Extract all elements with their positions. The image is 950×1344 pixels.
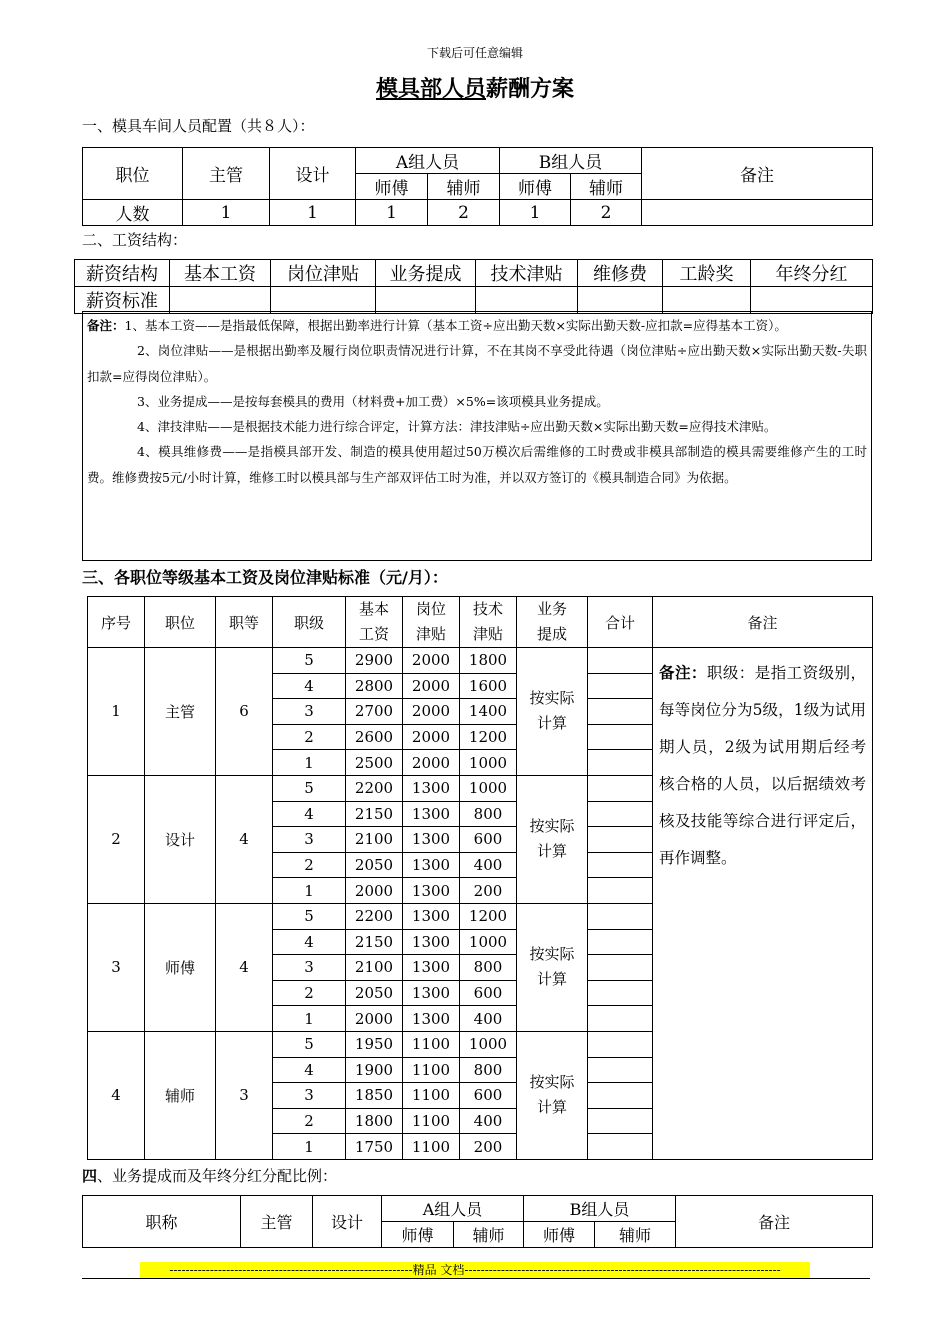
total-cell <box>588 1031 653 1057</box>
total-cell <box>588 724 653 750</box>
total-cell <box>588 827 653 853</box>
footer-banner <box>140 1262 810 1278</box>
header-a-master: 师傅 <box>356 174 428 200</box>
total-cell <box>588 852 653 878</box>
base-salary-cell: 2500 <box>346 750 403 776</box>
footer-dashes-left: ------------------------------------------------------------ <box>169 1263 413 1277</box>
header-design: 设计 <box>270 148 356 200</box>
total-cell <box>588 929 653 955</box>
count-cell: 1 <box>270 200 356 226</box>
base-salary-cell: 2050 <box>346 980 403 1006</box>
tech-allowance-cell: 400 <box>460 1006 517 1032</box>
level-cell: 4 <box>273 929 346 955</box>
salary-structure-table <box>74 259 873 314</box>
group-position: 设计 <box>145 775 216 903</box>
group-rank: 3 <box>216 1031 273 1159</box>
post-allowance-cell: 1300 <box>403 801 460 827</box>
total-cell <box>588 1108 653 1134</box>
note-1-text: 1、基本工资——是指最低保障，根据出勤率进行计算（基本工资÷应出勤天数×实际出勤天数-应扣款=应得基本工资）。 <box>124 318 787 333</box>
business-commission-cell <box>517 648 588 776</box>
base-salary-cell: 1950 <box>346 1031 403 1057</box>
count-cell: 2 <box>428 200 500 226</box>
header-supervisor: 主管 <box>241 1196 313 1248</box>
base-salary-cell: 2000 <box>346 1006 403 1032</box>
tech-allowance-cell: 1000 <box>460 750 517 776</box>
total-cell <box>588 1057 653 1083</box>
header-level: 职级 <box>273 597 346 648</box>
total-cell <box>588 750 653 776</box>
post-allowance-cell: 1300 <box>403 929 460 955</box>
standard-cell <box>578 287 663 314</box>
post-allowance-cell: 1300 <box>403 903 460 929</box>
base-salary-cell: 2100 <box>346 827 403 853</box>
level-cell: 3 <box>273 955 346 981</box>
header-tech <box>460 597 517 648</box>
header-biz-2: 提成 <box>536 625 567 643</box>
title-rest: 薪酬方案 <box>486 76 575 102</box>
group-rank: 4 <box>216 775 273 903</box>
structure-header: 维修费 <box>578 260 663 287</box>
header-title: 职称 <box>83 1196 241 1248</box>
tech-allowance-cell: 800 <box>460 955 517 981</box>
total-cell <box>588 1083 653 1109</box>
group-rank: 6 <box>216 648 273 776</box>
bonus-table <box>82 1195 873 1248</box>
total-cell <box>588 801 653 827</box>
base-salary-cell: 2900 <box>346 648 403 674</box>
group-position: 师傅 <box>145 903 216 1031</box>
row-label: 人数 <box>83 200 183 226</box>
base-salary-cell: 2000 <box>346 878 403 904</box>
page-title <box>0 72 950 103</box>
level-cell: 2 <box>273 980 346 1006</box>
level-cell: 1 <box>273 878 346 904</box>
level-cell: 4 <box>273 1057 346 1083</box>
standard-cell <box>170 287 271 314</box>
note-3: 3、业务提成——是按每套模具的费用（材料费+加工费）×5%=该项模具业务提成。 <box>137 393 609 409</box>
remark-text: 职级：是指工资级别，每等岗位分为5级，1级为试用期人员，2级为试用期后经考核合格的人员，以后据绩效考核及技能等综合进行评定后，再作调整。 <box>659 664 866 867</box>
remark-cell <box>642 200 873 226</box>
base-salary-cell: 2200 <box>346 903 403 929</box>
base-salary-cell: 2100 <box>346 955 403 981</box>
header-group-b: B组人员 <box>524 1196 676 1222</box>
header-a-master: 师傅 <box>382 1222 454 1248</box>
tech-allowance-cell: 800 <box>460 1057 517 1083</box>
header-position: 职位 <box>83 148 183 200</box>
post-allowance-cell: 1300 <box>403 852 460 878</box>
note-5: 4、模具维修费——是指模具部开发、制造的模具使用超过50万模次后需维修的工时费或非模具部制造的模具需要维修产生的工时费。维修费按5元/小时计算，维修工时以模具部与生产部双评估工时为准，并以双方签订的《模具制造合同》为依据。 <box>87 444 867 485</box>
group-position: 辅师 <box>145 1031 216 1159</box>
header-no: 序号 <box>88 597 145 648</box>
header-supervisor: 主管 <box>183 148 270 200</box>
total-cell <box>588 1134 653 1160</box>
notes-label: 备注： <box>87 318 125 333</box>
standard-cell <box>751 287 873 314</box>
count-cell: 2 <box>571 200 642 226</box>
count-cell: 1 <box>183 200 270 226</box>
level-cell: 1 <box>273 1134 346 1160</box>
calc-line-1: 按实际 <box>529 689 575 708</box>
footer-line <box>82 1278 870 1279</box>
tech-allowance-cell: 800 <box>460 801 517 827</box>
grade-row <box>88 648 873 674</box>
structure-header: 工龄奖 <box>663 260 751 287</box>
header-a-assistant: 辅师 <box>428 174 500 200</box>
standard-cell <box>271 287 376 314</box>
tech-allowance-cell: 1000 <box>460 929 517 955</box>
post-allowance-cell: 1300 <box>403 955 460 981</box>
base-salary-cell: 1750 <box>346 1134 403 1160</box>
header-post-2: 津贴 <box>415 625 446 643</box>
post-allowance-cell: 2000 <box>403 750 460 776</box>
level-cell: 4 <box>273 673 346 699</box>
tech-allowance-cell: 600 <box>460 980 517 1006</box>
level-cell: 5 <box>273 648 346 674</box>
header-rank: 职等 <box>216 597 273 648</box>
tech-allowance-cell: 1000 <box>460 1031 517 1057</box>
level-cell: 1 <box>273 750 346 776</box>
header-position: 职位 <box>145 597 216 648</box>
header-group-a: A组人员 <box>356 148 500 174</box>
structure-header: 技术津贴 <box>476 260 578 287</box>
total-cell <box>588 980 653 1006</box>
post-allowance-cell: 1100 <box>403 1057 460 1083</box>
calc-line-1: 按实际 <box>529 1073 575 1092</box>
header-biz <box>517 597 588 648</box>
post-allowance-cell: 2000 <box>403 699 460 725</box>
header-a-assistant: 辅师 <box>454 1222 524 1248</box>
base-salary-cell: 2700 <box>346 699 403 725</box>
note-2: 2、岗位津贴——是根据出勤率及履行岗位职责情况进行计算，不在其岗不享受此待遇（岗位津贴÷应出勤天数×实际出勤天数-失职扣款=应得岗位津贴）。 <box>87 343 867 384</box>
total-cell <box>588 699 653 725</box>
tech-allowance-cell: 1400 <box>460 699 517 725</box>
calc-line-1: 按实际 <box>529 945 575 964</box>
section4-title: 、业务提成而及年终分红分配比例： <box>97 1167 338 1185</box>
header-remark: 备注 <box>653 597 873 648</box>
business-commission-cell <box>517 775 588 903</box>
footer-text: 精品 文档 <box>412 1263 465 1277</box>
structure-header: 岗位津贴 <box>271 260 376 287</box>
level-cell: 2 <box>273 724 346 750</box>
post-allowance-cell: 1100 <box>403 1108 460 1134</box>
total-cell <box>588 903 653 929</box>
calc-line-2: 计算 <box>536 714 567 733</box>
header-b-master: 师傅 <box>500 174 571 200</box>
note-4: 4、津技津贴——是根据技术能力进行综合评定，计算方法：津技津贴÷应出勤天数×实际出勤天数=应得技术津贴。 <box>137 419 777 435</box>
standard-label: 薪资标准 <box>75 287 170 314</box>
header-post <box>403 597 460 648</box>
count-cell: 1 <box>500 200 571 226</box>
header-remark: 备注 <box>642 148 873 200</box>
calc-line-2: 计算 <box>536 970 567 989</box>
group-position: 主管 <box>145 648 216 776</box>
base-salary-cell: 2200 <box>346 775 403 801</box>
tech-allowance-cell: 1200 <box>460 724 517 750</box>
header-b-master: 师傅 <box>524 1222 595 1248</box>
level-cell: 2 <box>273 1108 346 1134</box>
post-allowance-cell: 1300 <box>403 878 460 904</box>
tech-allowance-cell: 1000 <box>460 775 517 801</box>
total-cell <box>588 673 653 699</box>
tech-allowance-cell: 1600 <box>460 673 517 699</box>
remark-label: 备注： <box>659 663 707 682</box>
total-cell <box>588 955 653 981</box>
top-note: 下载后可任意编辑 <box>426 46 523 60</box>
total-cell <box>588 1006 653 1032</box>
level-cell: 5 <box>273 903 346 929</box>
post-allowance-cell: 1300 <box>403 827 460 853</box>
post-allowance-cell: 1100 <box>403 1031 460 1057</box>
base-salary-cell: 2150 <box>346 929 403 955</box>
calc-line-2: 计算 <box>536 1098 567 1117</box>
level-cell: 3 <box>273 827 346 853</box>
level-cell: 5 <box>273 775 346 801</box>
title-underlined: 模具部人员 <box>375 76 486 102</box>
header-group-a: A组人员 <box>382 1196 524 1222</box>
post-allowance-cell: 1100 <box>403 1134 460 1160</box>
structure-header: 薪资结构 <box>75 260 170 287</box>
header-design: 设计 <box>313 1196 382 1248</box>
header-biz-1: 业务 <box>536 600 567 618</box>
staffing-table <box>82 147 873 226</box>
grade-table <box>87 596 873 1160</box>
section2-heading: 二、工资结构： <box>82 231 188 249</box>
business-commission-cell <box>517 903 588 1031</box>
tech-allowance-cell: 200 <box>460 878 517 904</box>
post-allowance-cell: 1300 <box>403 775 460 801</box>
post-allowance-cell: 2000 <box>403 724 460 750</box>
header-tech-1: 技术 <box>472 600 503 618</box>
base-salary-cell: 2150 <box>346 801 403 827</box>
base-salary-cell: 2050 <box>346 852 403 878</box>
structure-notes <box>82 311 872 561</box>
total-cell <box>588 775 653 801</box>
calc-line-2: 计算 <box>536 842 567 861</box>
tech-allowance-cell: 600 <box>460 827 517 853</box>
structure-header: 业务提成 <box>376 260 476 287</box>
standard-cell <box>376 287 476 314</box>
section1-heading: 一、模具车间人员配置（共８人）： <box>82 117 315 135</box>
group-no: 1 <box>88 648 145 776</box>
post-allowance-cell: 1100 <box>403 1083 460 1109</box>
header-base <box>346 597 403 648</box>
group-no: 4 <box>88 1031 145 1159</box>
note-1 <box>87 313 867 338</box>
level-cell: 5 <box>273 1031 346 1057</box>
post-allowance-cell: 2000 <box>403 648 460 674</box>
header-tech-2: 津贴 <box>472 625 503 643</box>
section4-heading <box>82 1165 337 1186</box>
group-rank: 4 <box>216 903 273 1031</box>
group-no: 2 <box>88 775 145 903</box>
base-salary-cell: 1800 <box>346 1108 403 1134</box>
base-salary-cell: 1850 <box>346 1083 403 1109</box>
header-b-assistant: 辅师 <box>571 174 642 200</box>
base-salary-cell: 2600 <box>346 724 403 750</box>
level-cell: 3 <box>273 1083 346 1109</box>
standard-cell <box>663 287 751 314</box>
count-cell: 1 <box>356 200 428 226</box>
level-cell: 1 <box>273 1006 346 1032</box>
business-commission-cell <box>517 1031 588 1159</box>
total-cell <box>588 648 653 674</box>
header-group-b: B组人员 <box>500 148 642 174</box>
base-salary-cell: 2800 <box>346 673 403 699</box>
header-post-1: 岗位 <box>415 600 446 618</box>
tech-allowance-cell: 400 <box>460 852 517 878</box>
header-base-1: 基本 <box>358 600 389 618</box>
tech-allowance-cell: 600 <box>460 1083 517 1109</box>
header-remark: 备注 <box>676 1196 873 1248</box>
post-allowance-cell: 2000 <box>403 673 460 699</box>
post-allowance-cell: 1300 <box>403 980 460 1006</box>
tech-allowance-cell: 400 <box>460 1108 517 1134</box>
header-base-2: 工资 <box>358 625 389 643</box>
section4-number: 四 <box>82 1167 98 1185</box>
post-allowance-cell: 1300 <box>403 1006 460 1032</box>
group-no: 3 <box>88 903 145 1031</box>
tech-allowance-cell: 1200 <box>460 903 517 929</box>
tech-allowance-cell: 200 <box>460 1134 517 1160</box>
structure-header: 年终分红 <box>751 260 873 287</box>
total-cell <box>588 878 653 904</box>
level-cell: 3 <box>273 699 346 725</box>
calc-line-1: 按实际 <box>529 817 575 836</box>
level-cell: 2 <box>273 852 346 878</box>
section3-heading: 三、各职位等级基本工资及岗位津贴标准（元/月）： <box>82 568 448 587</box>
base-salary-cell: 1900 <box>346 1057 403 1083</box>
remark-cell <box>653 648 873 1160</box>
header-b-assistant: 辅师 <box>595 1222 676 1248</box>
level-cell: 4 <box>273 801 346 827</box>
tech-allowance-cell: 1800 <box>460 648 517 674</box>
structure-header: 基本工资 <box>170 260 271 287</box>
footer-dashes-right: ------------------------------------------------------------------------------ <box>464 1263 781 1277</box>
header-total: 合计 <box>588 597 653 648</box>
standard-cell <box>476 287 578 314</box>
